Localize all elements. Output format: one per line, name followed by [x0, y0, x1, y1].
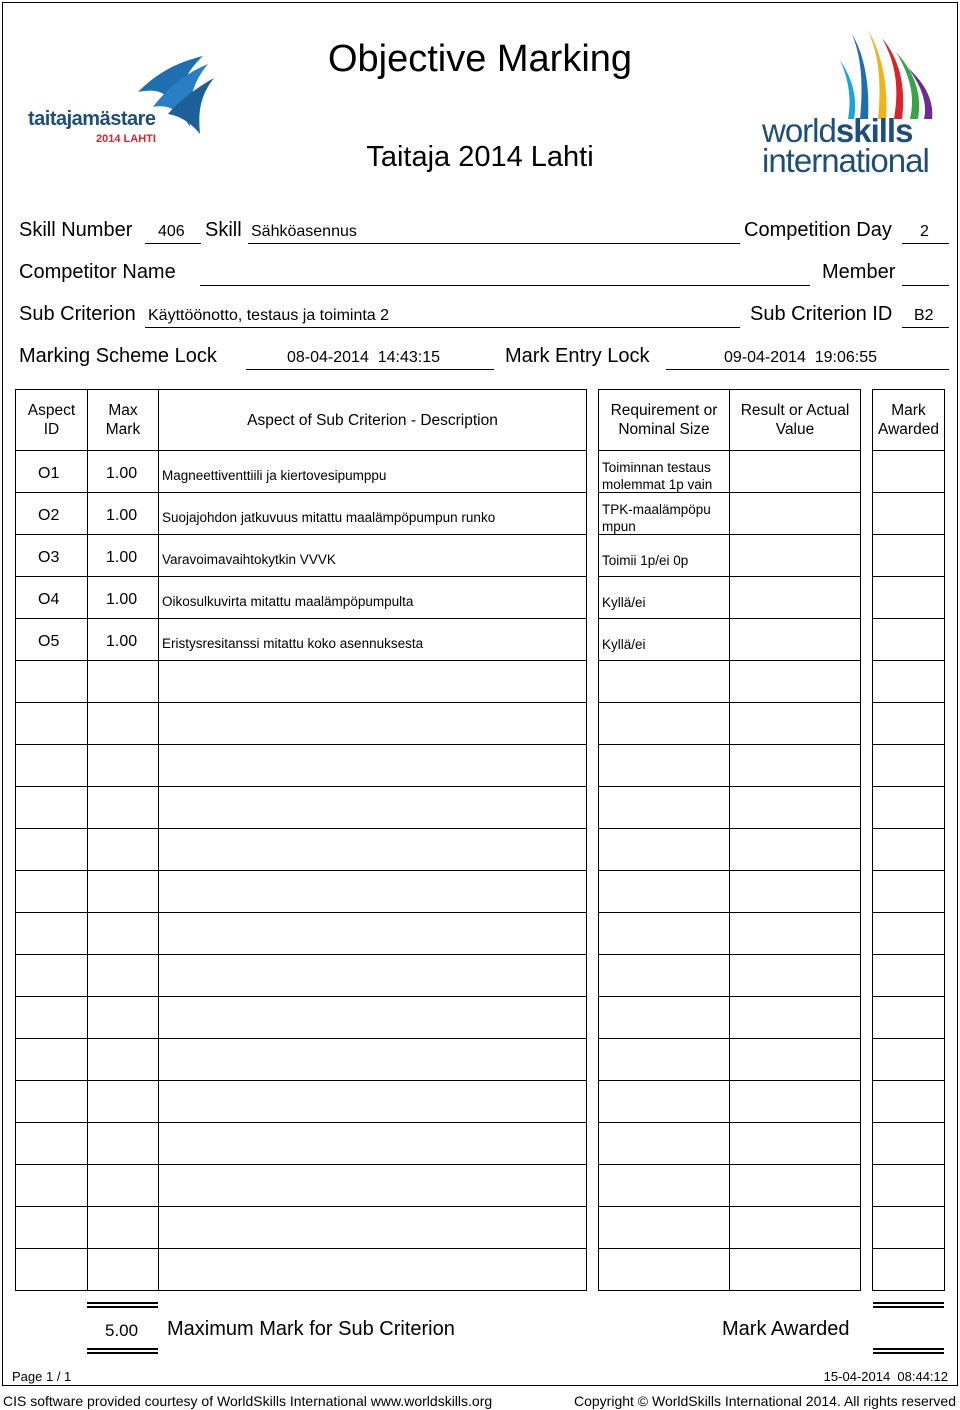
page-subtitle: Taitaja 2014 Lahti [366, 141, 594, 173]
header-result [729, 389, 861, 451]
total-mark-awarded[interactable] [878, 1321, 942, 1341]
row-separator [598, 618, 730, 619]
row-result[interactable] [733, 633, 857, 653]
row-separator [872, 870, 945, 871]
row-separator [729, 660, 861, 661]
row-separator [729, 618, 861, 619]
row-separator [15, 1164, 88, 1165]
row-separator [87, 702, 159, 703]
row-separator [87, 492, 159, 493]
header-aspect-id-text: Aspect ID [27, 402, 76, 438]
row-description: Magneettiventtiili ja kiertovesipumppu [162, 468, 387, 483]
page-number: Page 1 / 1 [12, 1369, 72, 1384]
row-separator [158, 912, 587, 913]
row-separator [87, 996, 159, 997]
row-separator [87, 912, 159, 913]
row-separator [15, 618, 88, 619]
row-mark-awarded[interactable] [876, 465, 942, 485]
row-separator [15, 534, 88, 535]
row-aspect-id: O5 [38, 633, 60, 650]
row-separator [15, 744, 88, 745]
marking-scheme-lock-value: 08-04-2014 14:43:15 [287, 349, 441, 366]
row-mark-awarded[interactable] [876, 549, 942, 569]
row-description: Varavoimavaihtokytkin VVVK [162, 552, 336, 567]
row-separator [87, 660, 159, 661]
row-separator [729, 1122, 861, 1123]
row-separator [729, 828, 861, 829]
row-separator [158, 1164, 587, 1165]
row-separator [598, 660, 730, 661]
mark-entry-lock-value: 09-04-2014 19:06:55 [724, 349, 878, 366]
row-separator [15, 828, 88, 829]
header-requirement-text: Requirement or Nominal Size [610, 402, 718, 438]
row-separator [158, 828, 587, 829]
row-max-mark: 1.00 [106, 465, 138, 482]
mark-entry-lock-underline [666, 369, 949, 370]
row-separator [158, 954, 587, 955]
taitaja-logo-name: taitajamästare [28, 108, 156, 130]
row-separator [729, 576, 861, 577]
row-separator [729, 744, 861, 745]
row-separator [598, 1164, 730, 1165]
row-max-mark: 1.00 [106, 633, 138, 650]
row-separator [15, 660, 88, 661]
row-mark-awarded[interactable] [876, 633, 942, 653]
row-aspect-id: O2 [38, 507, 60, 524]
row-separator [872, 492, 945, 493]
row-separator [87, 744, 159, 745]
header-description-text: Aspect of Sub Criterion - Description [247, 411, 498, 429]
row-separator [598, 912, 730, 913]
row-mark-awarded[interactable] [876, 507, 942, 527]
row-separator [158, 1248, 587, 1249]
row-separator [729, 870, 861, 871]
row-separator [598, 786, 730, 787]
row-separator [598, 1206, 730, 1207]
row-description: Suojajohdon jatkuvuus mitattu maalämpöpumpun runko [162, 510, 496, 525]
row-result[interactable] [733, 507, 857, 527]
row-separator [15, 870, 88, 871]
row-mark-awarded[interactable] [876, 591, 942, 611]
row-aspect-id: O4 [38, 591, 60, 608]
row-separator [87, 1122, 159, 1123]
competition-day-underline [902, 243, 949, 244]
row-separator [598, 954, 730, 955]
awarded-double-rule-top [873, 1302, 944, 1308]
row-max-mark: 1.00 [106, 507, 138, 524]
row-separator [158, 744, 587, 745]
row-separator [158, 702, 587, 703]
row-separator [872, 996, 945, 997]
row-separator [15, 912, 88, 913]
row-separator [598, 576, 730, 577]
sub-criterion-label: Sub Criterion [19, 303, 136, 325]
worldskills-wordmark-skills: skills [835, 112, 913, 149]
row-separator [872, 1038, 945, 1039]
row-separator [729, 996, 861, 997]
row-separator [15, 786, 88, 787]
row-separator [729, 1206, 861, 1207]
row-separator [598, 828, 730, 829]
total-double-rule-bottom [87, 1348, 158, 1354]
skill-underline [248, 243, 740, 244]
row-separator [598, 1038, 730, 1039]
row-separator [15, 576, 88, 577]
row-separator [158, 996, 587, 997]
row-separator [729, 954, 861, 955]
row-result[interactable] [733, 549, 857, 569]
row-description: Eristysresitanssi mitattu koko asennuksesta [162, 636, 424, 651]
row-separator [598, 1122, 730, 1123]
row-separator [598, 996, 730, 997]
row-separator [15, 702, 88, 703]
row-separator [598, 1080, 730, 1081]
sub-criterion-id-underline [902, 327, 949, 328]
row-separator [158, 870, 587, 871]
worldskills-wordmark-world: world [762, 112, 836, 149]
row-separator [598, 870, 730, 871]
row-separator [87, 1080, 159, 1081]
row-separator [158, 660, 587, 661]
row-separator [87, 954, 159, 955]
row-separator [872, 1206, 945, 1207]
row-result[interactable] [733, 591, 857, 611]
row-separator [87, 870, 159, 871]
row-separator [158, 492, 587, 493]
row-separator [15, 996, 88, 997]
row-separator [15, 1248, 88, 1249]
software-credit: CIS software provided courtesy of WorldSkills International www.worldskills.org [3, 1393, 493, 1409]
marking-scheme-lock-underline [246, 369, 494, 370]
row-separator [87, 576, 159, 577]
skill-number-value: 406 [158, 223, 185, 240]
sub-criterion-id-label: Sub Criterion ID [750, 303, 893, 325]
row-separator [15, 1206, 88, 1207]
row-aspect-id: O1 [38, 465, 60, 482]
row-separator [872, 954, 945, 955]
row-separator [15, 1038, 88, 1039]
row-separator [598, 744, 730, 745]
row-separator [729, 702, 861, 703]
row-separator [598, 702, 730, 703]
max-mark-label: Maximum Mark for Sub Criterion [167, 1318, 455, 1340]
sub-criterion-id-value: B2 [914, 307, 934, 324]
skill-value: Sähköasennus [251, 223, 357, 240]
worldskills-wordmark-international: international [762, 142, 929, 179]
page-title: Objective Marking [327, 38, 633, 80]
skill-label: Skill [205, 219, 242, 241]
skill-number-label: Skill Number [19, 219, 133, 241]
row-separator [872, 1248, 945, 1249]
row-separator [158, 786, 587, 787]
row-separator [87, 1206, 159, 1207]
taitaja-logo-year: 2014 LAHTI [96, 133, 156, 145]
member-label: Member [822, 261, 896, 283]
header-mark-awarded-text: Mark Awarded [878, 402, 939, 438]
row-max-mark: 1.00 [106, 591, 138, 608]
header-mark-awarded [872, 389, 945, 451]
row-separator [158, 576, 587, 577]
row-separator [729, 534, 861, 535]
copyright: Copyright © WorldSkills International 2014. All rights reserved [573, 1393, 956, 1409]
header-result-text: Result or Actual Value [740, 402, 850, 438]
row-separator [158, 534, 587, 535]
footer-divider [2, 1385, 958, 1386]
competitor-name-label: Competitor Name [19, 261, 176, 283]
header-requirement [598, 389, 730, 451]
row-separator [729, 492, 861, 493]
row-separator [872, 828, 945, 829]
row-separator [158, 1206, 587, 1207]
competitor-name-underline [200, 285, 810, 286]
member-underline [902, 285, 949, 286]
row-separator [87, 1164, 159, 1165]
header-max-mark [87, 389, 159, 451]
row-separator [158, 1038, 587, 1039]
row-separator [872, 618, 945, 619]
total-double-rule-top [87, 1302, 158, 1308]
row-separator [87, 786, 159, 787]
row-separator [158, 1122, 587, 1123]
row-result[interactable] [733, 465, 857, 485]
row-separator [158, 1080, 587, 1081]
competition-day-value: 2 [920, 223, 929, 240]
sub-criterion-underline [145, 327, 740, 328]
row-separator [729, 1164, 861, 1165]
row-requirement: Kyllä/ei [602, 637, 646, 652]
row-separator [872, 744, 945, 745]
sub-criterion-value: Käyttöönotto, testaus ja toiminta 2 [148, 307, 390, 324]
row-separator [872, 576, 945, 577]
row-separator [872, 1164, 945, 1165]
skill-number-underline [145, 243, 201, 244]
row-description: Oikosulkuvirta mitattu maalämpöpumpulta [162, 594, 414, 609]
row-separator [87, 1038, 159, 1039]
row-requirement: Toimii 1p/ei 0p [602, 553, 689, 568]
row-separator [872, 786, 945, 787]
header-max-mark-text: Max Mark [105, 402, 141, 438]
row-separator [872, 1122, 945, 1123]
row-max-mark: 1.00 [106, 549, 138, 566]
row-separator [872, 912, 945, 913]
row-separator [87, 618, 159, 619]
print-timestamp: 15-04-2014 08:44:12 [823, 1369, 948, 1384]
awarded-double-rule-bottom [873, 1348, 944, 1354]
row-separator [872, 702, 945, 703]
row-separator [729, 912, 861, 913]
row-separator [729, 1080, 861, 1081]
row-aspect-id: O3 [38, 549, 60, 566]
row-separator [872, 660, 945, 661]
row-separator [87, 828, 159, 829]
header-aspect-id [15, 389, 88, 451]
row-requirement: Kyllä/ei [602, 595, 646, 610]
row-requirement: Toiminnan testaus molemmat 1p vain [602, 460, 713, 492]
row-separator [729, 1248, 861, 1249]
row-separator [15, 954, 88, 955]
marking-scheme-lock-label: Marking Scheme Lock [19, 345, 217, 367]
row-separator [15, 1122, 88, 1123]
header-description [158, 389, 587, 451]
row-separator [158, 618, 587, 619]
mark-awarded-label: Mark Awarded [722, 1318, 850, 1340]
row-separator [15, 1080, 88, 1081]
row-separator [872, 1080, 945, 1081]
row-requirement: TPK-maalämpöpumpun [602, 502, 711, 534]
row-separator [87, 534, 159, 535]
row-separator [729, 786, 861, 787]
row-separator [872, 534, 945, 535]
row-separator [598, 1248, 730, 1249]
total-max-mark: 5.00 [105, 1321, 139, 1340]
row-separator [87, 1248, 159, 1249]
competition-day-label: Competition Day [744, 219, 892, 241]
mark-entry-lock-label: Mark Entry Lock [505, 345, 650, 367]
row-separator [729, 1038, 861, 1039]
row-separator [15, 492, 88, 493]
